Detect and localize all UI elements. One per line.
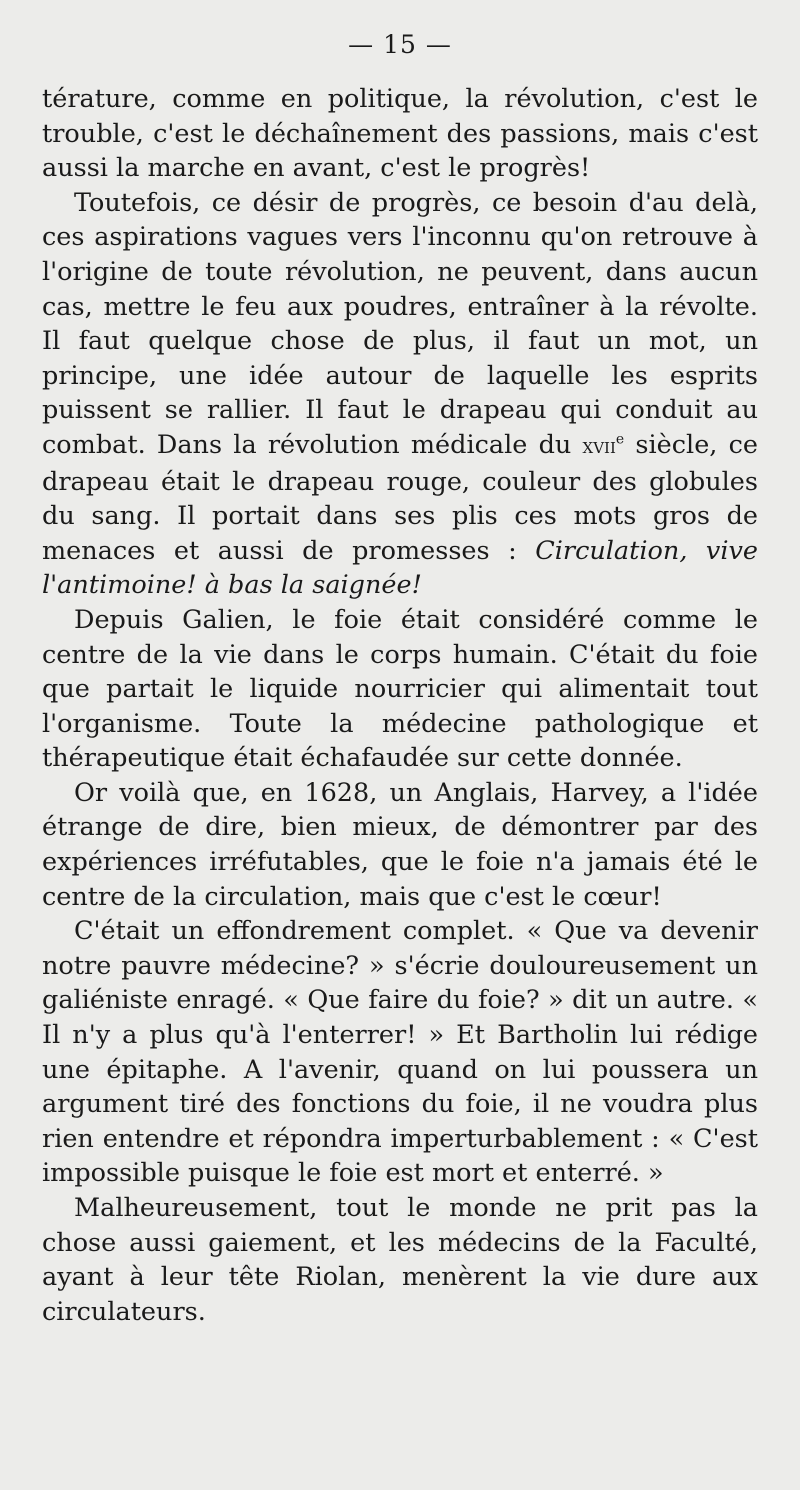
paragraph-5: C'était un effondrement complet. « Que va devenir notre pauvre médecine? » s'écrie douloureusement un galiéniste enragé. « Que faire du foie? » dit un autre. « Il n'y a plus qu'à l'enterrer! » Et Bartholin lui rédige une épitaphe. A l'avenir, quand on lui poussera un argument tiré des fonctions du foie, il ne voudra plus rien entendre et répondra imperturbablement : « C'est impossible puisque le foie est mort et enterré. » xyxy=(42,916,758,1189)
paragraph-1: térature, comme en politique, la révolution, c'est le trouble, c'est le déchaînement des passions, mais c'est aussi la marche en avant, c'est le progrès! xyxy=(42,84,758,184)
paragraph-3: Depuis Galien, le foie était considéré comme le centre de la vie dans le corps humain. C'était du foie que partait le liquide nourricier qui alimentait tout l'organisme. Toute la médecine pathologique et thérapeutique était échafaudée sur cette donnée. xyxy=(42,604,758,774)
body-text xyxy=(42,82,758,1329)
century-suffix: e xyxy=(615,431,625,448)
paragraph-6: Malheureusement, tout le monde ne prit pas la chose aussi gaiement, et les médecins de la Faculté, ayant à leur tête Riolan, menèrent la vie dure aux circulateurs. xyxy=(42,1193,758,1327)
paragraph-2-text-before: Toutefois, ce désir de progrès, ce besoin d'au delà, ces aspirations vagues vers l'inconnu qu'on retrouve à l'origine de toute révolution, ne peuvent, dans aucun cas, mettre le feu aux poudres, entraîner à la révolte. Il faut quelque chose de plus, il faut un mot, un principe, une idée autour de laquelle les esprits puissent se rallier. Il faut le drapeau qui conduit au combat. Dans la révolution médicale du xyxy=(42,187,758,460)
page-number: — 15 — xyxy=(348,30,452,59)
paragraph-4: Or voilà que, en 1628, un Anglais, Harvey, a l'idée étrange de dire, bien mieux, de démontrer par des expériences irréfutables, que le foie n'a jamais été le centre de la circulation, mais que c'est le cœur! xyxy=(42,777,758,912)
paragraph-2 xyxy=(42,186,758,603)
paragraph-2-text-middle: siècle, ce drapeau était le drapeau rouge, couleur des globules du sang. Il portait dans ses plis ces mots gros de menaces et aussi de promesses : xyxy=(42,429,758,566)
italic-slogan: Circulation, vive l'antimoine! à bas la saignée! xyxy=(42,535,758,601)
century-roman-numeral: xvii xyxy=(582,433,616,459)
